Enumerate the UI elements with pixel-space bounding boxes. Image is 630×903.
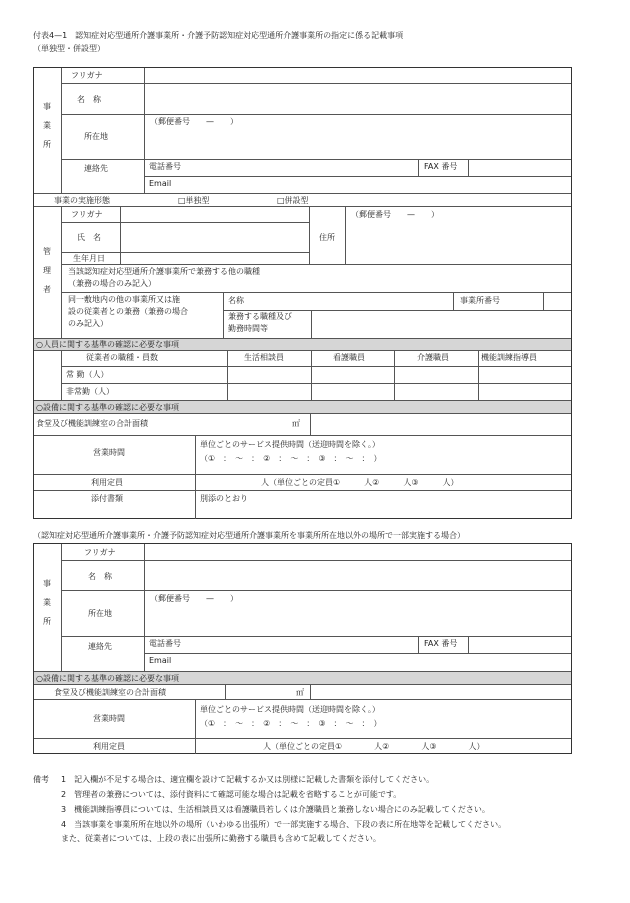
concurrent-other-note: （兼務の場合のみ記入） [68, 279, 156, 288]
form-subtitle: （単独型・併設型） [33, 44, 105, 53]
site-no-label: 事業所番号 [460, 296, 500, 305]
hours-label: 営業時間 [93, 448, 125, 457]
phone-label: 電話番号 [149, 162, 181, 171]
branch-contact-label: 連絡先 [88, 642, 112, 651]
area-unit: ㎡ [292, 419, 300, 428]
note-4: 4 当該事業を事業所所在地以外の場所（いわゆる出張所）で一部実施する場合、下段の表に所在地等を記載してください。 [61, 820, 507, 829]
notes-label: 備考 [33, 775, 49, 784]
site-name-label: 名称 [228, 296, 244, 305]
hours-slots: （① ： ～ ： ② ： ～ ： ③ ： ～ ： ） [200, 454, 382, 463]
concurrent-other-label: 当該認知症対応型通所介護事業所で兼務する他の職種 [68, 267, 260, 276]
branch-hours-slots: （① ： ～ ： ② ： ～ ： ③ ： ～ ： ） [200, 719, 382, 728]
dual-role-label-2: 勤務時間等 [228, 324, 268, 333]
contact-label: 連絡先 [84, 164, 108, 173]
dual-role-label: 兼務する職種及び [228, 312, 292, 321]
office-vertical-label: 事業所 [43, 102, 51, 149]
capacity-label: 利用定員 [91, 478, 123, 487]
attach-value: 別添のとおり [200, 494, 248, 503]
branch-facility-title: ○設備に関する基準の確認に必要な事項 [36, 674, 179, 683]
branch-furigana-label: フリガナ [84, 548, 116, 557]
col-nurse: 看護職員 [333, 353, 365, 362]
note-1: 1 記入欄が不足する場合は、適宜欄を設けて記載するか又は別様に記載した書類を添付してください。 [61, 775, 435, 784]
tandoku-checkbox[interactable]: □単独型 [178, 196, 210, 205]
capacity-value: 人（単位ごとの定員① 人② 人③ 人） [261, 478, 459, 487]
branch-area-unit: ㎡ [296, 688, 304, 697]
branch-name-label: 名 称 [88, 572, 112, 581]
col-counselor: 生活相談員 [244, 353, 284, 362]
mgr-postal-label: （郵便番号 — ） [351, 210, 439, 219]
hours-note: 単位ごとのサービス提供時間（送迎時間を除く。） [200, 440, 380, 449]
col-care: 介護職員 [417, 353, 449, 362]
email-label: Email [149, 179, 172, 188]
branch-hours-note: 単位ごとのサービス提供時間（送迎時間を除く。） [200, 705, 380, 714]
fulltime-label: 常 勤（人） [66, 370, 109, 379]
furigana-label: フリガナ [71, 71, 103, 80]
name-label: 名 称 [77, 95, 101, 104]
same-site-label-2: 設の従業者との兼務（兼務の場合 [68, 307, 188, 316]
branch-capacity-value: 人（単位ごとの定員① 人② 人③ 人） [263, 742, 485, 751]
postal-label: （郵便番号 — ） [150, 117, 238, 126]
section2-title: （認知症対応型通所介護事業所・介護予防認知症対応型通所介護事業所を事業所所在地以外の場所で一部実施する場合） [33, 531, 465, 540]
mgr-name-label: 氏 名 [77, 233, 101, 242]
mgr-furigana-label: フリガナ [71, 210, 103, 219]
branch-postal-label: （郵便番号 — ） [150, 594, 238, 603]
mgr-address-label: 住所 [319, 233, 335, 242]
branch-email-label: Email [149, 656, 172, 665]
branch-area-label: 食堂及び機能訓練室の合計面積 [54, 688, 166, 697]
name-field[interactable] [85, 86, 135, 112]
same-site-label-3: のみ記入） [68, 319, 108, 328]
branch-phone-label: 電話番号 [149, 639, 181, 648]
attach-label: 添付書類 [91, 494, 123, 503]
branch-office-vertical-label: 事業所 [43, 579, 51, 626]
note-2: 2 管理者の兼務については、添付資料にて確認可能な場合は記載を省略することが可能です。 [61, 790, 402, 799]
same-site-label: 同一敷地内の他の事業所又は施 [68, 295, 180, 304]
address-label: 所在地 [84, 132, 108, 141]
staff-section-title: ○人員に関する基準の確認に必要な事項 [36, 340, 179, 349]
col-trainer: 機能訓練指導員 [481, 353, 537, 362]
branch-fax-label: FAX 番号 [424, 639, 458, 648]
staff-header: 従業者の職種・員数 [86, 353, 158, 362]
parttime-label: 非常勤（人） [66, 387, 114, 396]
form-title: 付表4—1 認知症対応型通所介護事業所・介護予防認知症対応型通所介護事業所の指定に係る記載事項 [33, 31, 404, 40]
impl-form-label: 事業の実施形態 [54, 196, 110, 205]
area-label: 食堂及び機能訓練室の合計面積 [36, 419, 148, 428]
manager-vertical-label: 管理者 [43, 247, 51, 294]
branch-hours-label: 営業時間 [93, 714, 125, 723]
branch-address-label: 所在地 [88, 609, 112, 618]
mgr-birth-label: 生年月日 [73, 254, 105, 263]
note-5: また、従業者については、上段の表に出張所に勤務する職員も含めて記載してください。 [61, 834, 381, 843]
fax-label: FAX 番号 [424, 162, 458, 171]
note-3: 3 機能訓練指導員については、生活相談員又は看護職員若しくは介護職員と兼務しない場合にのみ記載してください。 [61, 805, 490, 814]
heisetsu-checkbox[interactable]: □併設型 [277, 196, 309, 205]
branch-capacity-label: 利用定員 [93, 742, 125, 751]
facility-section-title: ○設備に関する基準の確認に必要な事項 [36, 403, 179, 412]
